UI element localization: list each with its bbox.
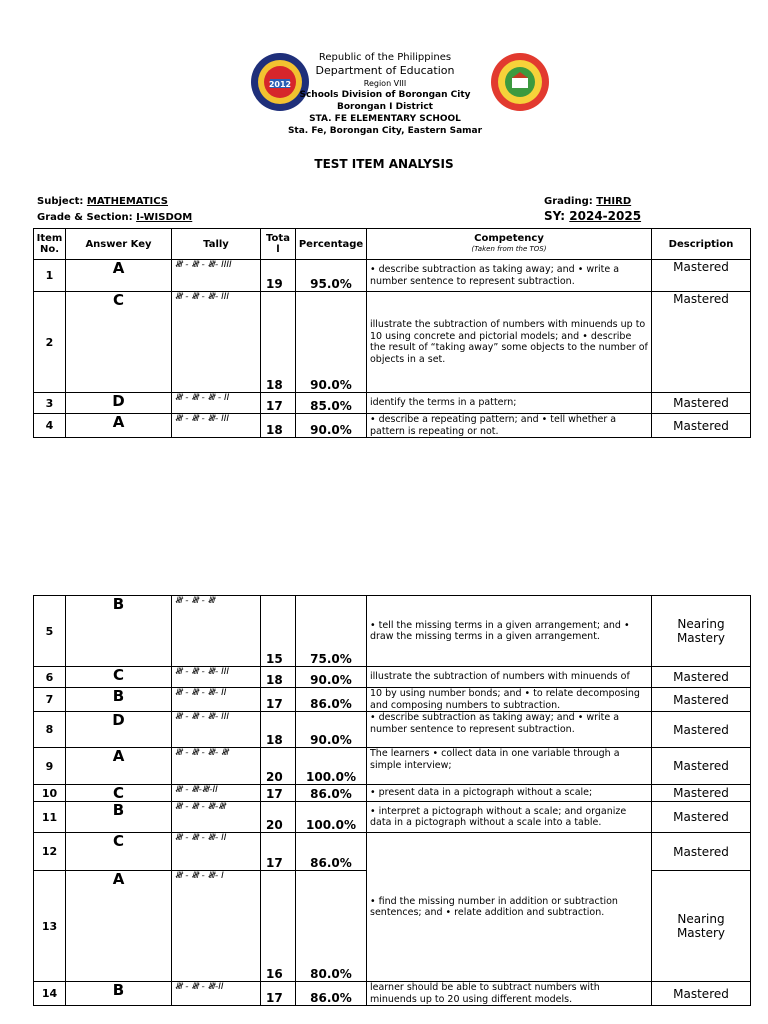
item-number: 11 — [34, 802, 66, 833]
total-count: 18 — [261, 712, 296, 748]
item-number: 8 — [34, 712, 66, 748]
description: Nearing Mastery — [652, 596, 751, 667]
percentage: 90.0% — [296, 414, 367, 438]
total-count: 20 — [261, 802, 296, 833]
table-row — [34, 802, 751, 833]
answer-key: A — [66, 748, 172, 785]
table-row — [34, 292, 751, 393]
table-header-row — [34, 229, 751, 260]
competency: • interpret a pictograph without a scale; and organize data in a pictograph without a scale into a table. — [367, 802, 652, 833]
grading-label: Grading: — [544, 196, 593, 207]
answer-key: D — [66, 712, 172, 748]
description: Nearing Mastery — [652, 871, 751, 982]
tally-marks: 𝍸 - 𝍸 - 𝍸- 𝍸 — [172, 748, 261, 785]
table-row — [34, 414, 751, 438]
description: Mastered — [652, 982, 751, 1006]
answer-key: B — [66, 596, 172, 667]
sy-label: SY: — [544, 209, 566, 223]
tally-marks: 𝍸 - 𝍸 - 𝍸-𝍸 — [172, 802, 261, 833]
tally-marks: 𝍸 - 𝍸 - 𝍸- IIII — [172, 260, 261, 292]
total-count: 18 — [261, 292, 296, 393]
item-number: 14 — [34, 982, 66, 1006]
col-answer-key: Answer Key — [66, 229, 172, 260]
answer-key: C — [66, 292, 172, 393]
table-row — [34, 260, 751, 292]
competency: • describe subtraction as taking away; and • write a number sentence to represent subtraction. — [367, 712, 652, 748]
item-number: 7 — [34, 688, 66, 712]
grading-line — [544, 196, 631, 207]
total-count: 17 — [261, 982, 296, 1006]
item-analysis-table-2 — [33, 595, 751, 1006]
competency: • describe a repeating pattern; and • tell whether a pattern is repeating or not. — [367, 414, 652, 438]
competency: illustrate the subtraction of numbers with minuends of — [367, 667, 652, 688]
description: Mastered — [652, 748, 751, 785]
tally-marks: 𝍸 - 𝍸 - 𝍸- III — [172, 292, 261, 393]
item-number: 13 — [34, 871, 66, 982]
item-number: 6 — [34, 667, 66, 688]
tally-marks: 𝍸 - 𝍸 - 𝍸- II — [172, 833, 261, 871]
description: Mastered — [652, 688, 751, 712]
subject-line — [37, 196, 168, 207]
competency: illustrate the subtraction of numbers with minuends up to 10 using concrete and pictorial models; and • describe the result of “taking away” some objects to the number of objects in a set. — [367, 292, 652, 393]
header-department: Department of Education — [315, 64, 455, 77]
col-tally: Tally — [172, 229, 261, 260]
answer-key: C — [66, 833, 172, 871]
tally-marks: 𝍸 - 𝍸 - 𝍸-II — [172, 982, 261, 1006]
col-competency-label: Competency — [474, 233, 544, 244]
competency: learner should be able to subtract numbers with minuends up to 20 using different models. — [367, 982, 652, 1006]
sy-value: 2024-2025 — [569, 209, 642, 223]
table-row — [34, 785, 751, 802]
tally-marks: 𝍸 - 𝍸 - 𝍸- III — [172, 667, 261, 688]
header-division: Schools Division of Borongan City — [299, 90, 471, 100]
description: Mastered — [652, 292, 751, 393]
competency: • find the missing number in addition or subtraction sentences; and • relate addition and subtraction. — [367, 833, 652, 982]
tally-marks: 𝍸 - 𝍸 - 𝍸- II — [172, 688, 261, 712]
tally-marks: 𝍸 - 𝍸 - 𝍸- III — [172, 414, 261, 438]
percentage: 100.0% — [296, 802, 367, 833]
competency: • tell the missing terms in a given arrangement; and • draw the missing terms in a given arrangement. — [367, 596, 652, 667]
table-row — [34, 712, 751, 748]
competency: • describe subtraction as taking away; and • write a number sentence to represent subtraction. — [367, 260, 652, 292]
table-row — [34, 833, 751, 871]
total-count: 17 — [261, 688, 296, 712]
total-count: 17 — [261, 393, 296, 414]
item-number: 4 — [34, 414, 66, 438]
subject-label: Subject: — [37, 196, 84, 207]
percentage: 86.0% — [296, 982, 367, 1006]
description: Mastered — [652, 667, 751, 688]
header-region: Region VIII — [363, 79, 407, 88]
table-row — [34, 596, 751, 667]
col-percentage: Percentage — [296, 229, 367, 260]
item-number: 5 — [34, 596, 66, 667]
description: Mastered — [652, 833, 751, 871]
table-row — [34, 982, 751, 1006]
item-number: 10 — [34, 785, 66, 802]
tally-marks: 𝍸 - 𝍸 - 𝍸 - II — [172, 393, 261, 414]
table-row — [34, 667, 751, 688]
grading-value: THIRD — [596, 196, 632, 207]
description: Mastered — [652, 260, 751, 292]
seal-year-text: 2012 — [268, 80, 292, 89]
item-number: 12 — [34, 833, 66, 871]
item-number: 2 — [34, 292, 66, 393]
col-total: Tota l — [261, 229, 296, 260]
grade-label: Grade & Section: — [37, 212, 133, 223]
answer-key: C — [66, 667, 172, 688]
description: Mastered — [652, 414, 751, 438]
answer-key: C — [66, 785, 172, 802]
answer-key: A — [66, 414, 172, 438]
percentage: 75.0% — [296, 596, 367, 667]
header-district: Borongan I District — [337, 102, 433, 112]
description: Mastered — [652, 712, 751, 748]
tally-marks: 𝍸 - 𝍸 - 𝍸 — [172, 596, 261, 667]
grade-value: I-WISDOM — [136, 212, 193, 223]
total-count: 18 — [261, 414, 296, 438]
answer-key: A — [66, 260, 172, 292]
total-count: 15 — [261, 596, 296, 667]
percentage: 90.0% — [296, 712, 367, 748]
answer-key: A — [66, 871, 172, 982]
item-number: 9 — [34, 748, 66, 785]
percentage: 100.0% — [296, 748, 367, 785]
percentage: 86.0% — [296, 785, 367, 802]
answer-key: D — [66, 393, 172, 414]
sy-line — [544, 209, 641, 223]
col-description: Description — [652, 229, 751, 260]
percentage: 86.0% — [296, 833, 367, 871]
percentage: 85.0% — [296, 393, 367, 414]
competency: The learners • collect data in one variable through a simple interview; — [367, 748, 652, 785]
tally-marks: 𝍸 - 𝍸 - 𝍸- III — [172, 712, 261, 748]
subject-value: MATHEMATICS — [86, 196, 169, 207]
answer-key: B — [66, 688, 172, 712]
header-address: Sta. Fe, Borongan City, Eastern Samar — [287, 126, 483, 136]
competency: identify the terms in a pattern; — [367, 393, 652, 414]
percentage: 80.0% — [296, 871, 367, 982]
page-title: TEST ITEM ANALYSIS — [314, 157, 454, 171]
table-row — [34, 393, 751, 414]
header-republic: Republic of the Philippines — [318, 52, 452, 63]
item-analysis-table-1 — [33, 228, 751, 438]
total-count: 17 — [261, 785, 296, 802]
table-row — [34, 688, 751, 712]
item-number: 1 — [34, 260, 66, 292]
header-school: STA. FE ELEMENTARY SCHOOL — [309, 114, 461, 124]
total-count: 16 — [261, 871, 296, 982]
item-number: 3 — [34, 393, 66, 414]
total-count: 18 — [261, 667, 296, 688]
grade-line — [37, 212, 192, 223]
description: Mastered — [652, 785, 751, 802]
percentage: 90.0% — [296, 667, 367, 688]
answer-key: B — [66, 982, 172, 1006]
percentage: 90.0% — [296, 292, 367, 393]
percentage: 95.0% — [296, 260, 367, 292]
table-row — [34, 748, 751, 785]
answer-key: B — [66, 802, 172, 833]
col-item-no: Item No. — [34, 229, 66, 260]
tally-marks: 𝍸 - 𝍸 - 𝍸- I — [172, 871, 261, 982]
col-competency-sub: (Taken from the TOS) — [471, 245, 547, 253]
description: Mastered — [652, 802, 751, 833]
total-count: 19 — [261, 260, 296, 292]
competency: • present data in a pictograph without a scale; — [367, 785, 652, 802]
total-count: 20 — [261, 748, 296, 785]
tally-marks: 𝍸 - 𝍸-𝍸-II — [172, 785, 261, 802]
total-count: 17 — [261, 833, 296, 871]
col-competency — [367, 229, 652, 260]
competency: 10 by using number bonds; and • to relate decomposing and composing numbers to subtraction. — [367, 688, 652, 712]
description: Mastered — [652, 393, 751, 414]
percentage: 86.0% — [296, 688, 367, 712]
